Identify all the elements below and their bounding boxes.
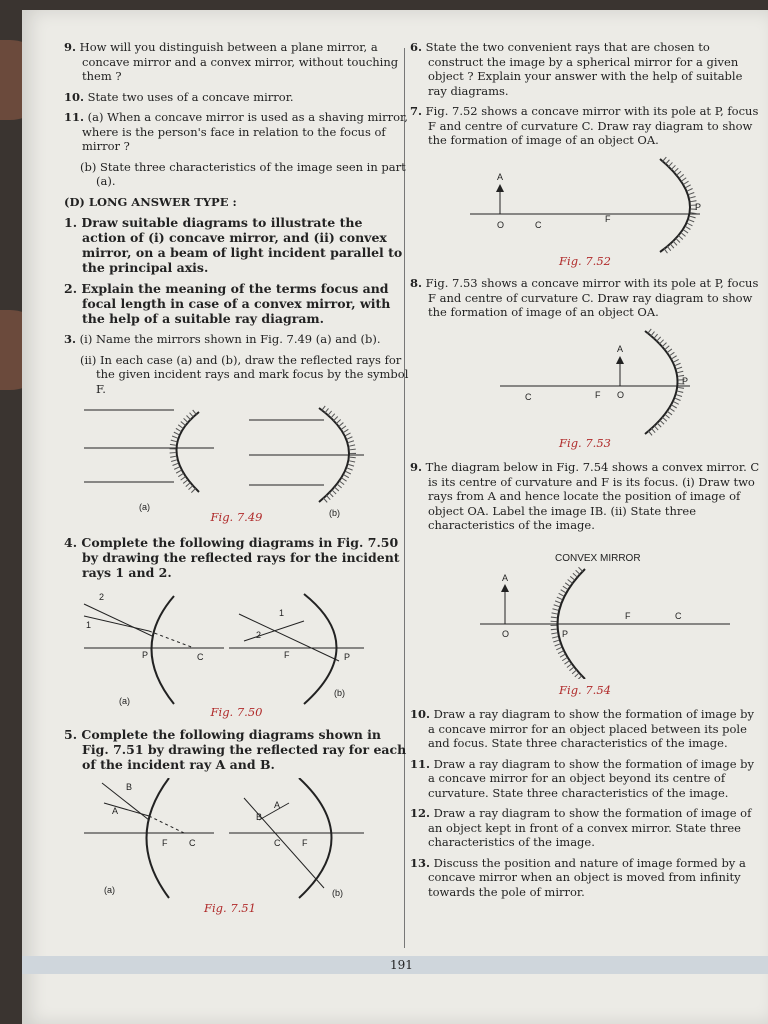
question-11b: (b) State three characteristics of the image seen in part (a). [80,159,406,188]
fig-7-50-a [84,592,224,706]
svg-text:F: F [625,610,631,621]
figure-7-51 [64,778,404,903]
svg-text:2: 2 [256,629,262,640]
svg-text:F: F [162,838,168,848]
svg-text:C: C [675,610,682,621]
fig-7-49-a-label: (a) [139,502,150,512]
svg-text:F: F [595,389,601,400]
long-question-4: 4. Complete the following diagrams in Fig. 7.50 by drawing the reflected rays for the incident rays 1 and 2. [64,534,400,580]
svg-text:O: O [617,389,625,400]
svg-text:1: 1 [279,607,285,618]
figure-7-50 [64,586,404,711]
svg-text:C: C [274,838,281,848]
question-11: 11. (a) When a concave mirror is used as a shaving mirror, where is the person's face in relation to the focus of mirror ? [64,110,408,153]
fig-7-50-caption: Fig. 7.50 [210,704,263,719]
long-question-10: 10. Draw a ray diagram to show the formation of image by a concave mirror for an object placed between its pole and focus. State three characteristics of the image. [410,707,755,750]
long-question-2: 2. Explain the meaning of the terms focus and focal length in case of a convex mirror, with the help of a suitable ray diagram. [64,281,391,326]
svg-text:(a): (a) [104,885,115,895]
left-column [64,40,409,916]
svg-text:(b): (b) [332,888,343,898]
long-question-6: 6. State the two convenient rays that are chosen to construct the image by a spherical mirror for a given object ? Explain your answer with the help of suitable ray diagrams. [410,40,743,98]
svg-text:P: P [142,649,149,660]
svg-text:P: P [562,628,569,639]
svg-text:2: 2 [99,591,105,602]
fig-7-49-b [249,408,364,518]
svg-text:C: C [535,219,542,230]
svg-text:P: P [682,375,689,386]
fig-7-49-a [84,410,214,512]
svg-text:P: P [695,201,702,212]
fig-7-50-b [229,594,364,704]
svg-text:A: A [497,171,504,182]
long-question-11: 11. Draw a ray diagram to show the formation of image by a concave mirror for an object beyond its centre of curvature. State three characteristics of the image. [410,756,755,800]
fig-7-51-a [84,778,214,898]
svg-text:P: P [344,651,351,662]
page-number: 191 [390,958,413,972]
fig-7-52-caption: Fig. 7.52 [559,253,611,268]
svg-text:A: A [112,806,119,816]
long-question-1: 1. Draw suitable diagrams to illustrate the action of (i) concave mirror, and (ii) convex mirror, on a beam of light incident parallel to the principal axis. [64,215,403,275]
right-column [410,40,760,905]
long-question-9: 9. The diagram below in Fig. 7.54 shows a convex mirror. C is its centre of curvature and F is its focus. (i) Draw two rays from A and hence locate the position of image of object OA. Label the image IB. (ii) State three characteristics of the image. [410,460,760,532]
figure-7-52 [410,154,750,254]
svg-text:1: 1 [86,619,92,630]
svg-text:A: A [617,343,624,354]
fig-7-51-b [229,778,364,898]
section-heading: (D) LONG ANSWER TYPE : [64,194,237,209]
svg-text:C: C [525,391,532,402]
fig-7-49-caption: Fig. 7.49 [210,510,263,524]
question-10: 10. State two uses of a concave mirror. [64,89,294,104]
svg-text:O: O [502,628,510,639]
long-question-13: 13. Discuss the position and nature of image formed by a concave mirror when an object is moved from infinity towards the pole of mirror. [410,855,746,899]
long-question-12: 12. Draw a ray diagram to show the formation of image of an object kept in front of a convex mirror. State three characteristics of the image. [410,806,752,849]
long-question-3: 3. (i) Name the mirrors shown in Fig. 7.49 (a) and (b). [64,332,381,346]
question-9: 9. How will you distinguish between a plane mirror, a concave mirror and a convex mirror, without touching them ? [64,40,399,83]
textbook-page [22,10,768,1024]
fig-7-54-caption: Fig. 7.54 [559,682,611,697]
figure-7-54 [410,539,750,679]
figure-7-49 [64,400,404,520]
fig-7-49-b-label: (b) [329,508,340,518]
svg-text:F: F [302,838,308,848]
svg-text:(b): (b) [334,687,345,698]
fig-7-51-caption: Fig. 7.51 [204,901,256,915]
svg-text:C: C [197,651,204,662]
svg-text:A: A [502,572,509,583]
svg-text:F: F [605,213,611,224]
long-question-5: 5. Complete the following diagrams shown in Fig. 7.51 by drawing the reflected ray for each of the incident ray A and B. [64,727,407,772]
svg-text:O: O [497,219,505,230]
svg-text:(a): (a) [119,695,130,706]
fig-7-53-caption: Fig. 7.53 [559,435,611,450]
long-question-8: 8. Fig. 7.53 shows a concave mirror with its pole at P, focus F and centre of curvature C. Draw ray diagram to show the formation of image of an object OA. [410,276,759,319]
svg-text:A: A [274,800,281,810]
figure-7-53 [410,326,750,436]
svg-text:B: B [126,782,133,792]
fig-7-54-title: CONVEX MIRROR [555,552,641,564]
svg-text:C: C [189,838,196,848]
svg-text:F: F [284,649,290,660]
long-question-3-ii: (ii) In each case (a) and (b), draw the reflected rays for the given incident rays and mark focus by the symbol F. [80,352,409,396]
svg-text:B: B [256,812,263,822]
long-question-7: 7. Fig. 7.52 shows a concave mirror with its pole at P, focus F and centre of curvature C. Draw ray diagram to show the formation of image of an object OA. [410,104,759,147]
